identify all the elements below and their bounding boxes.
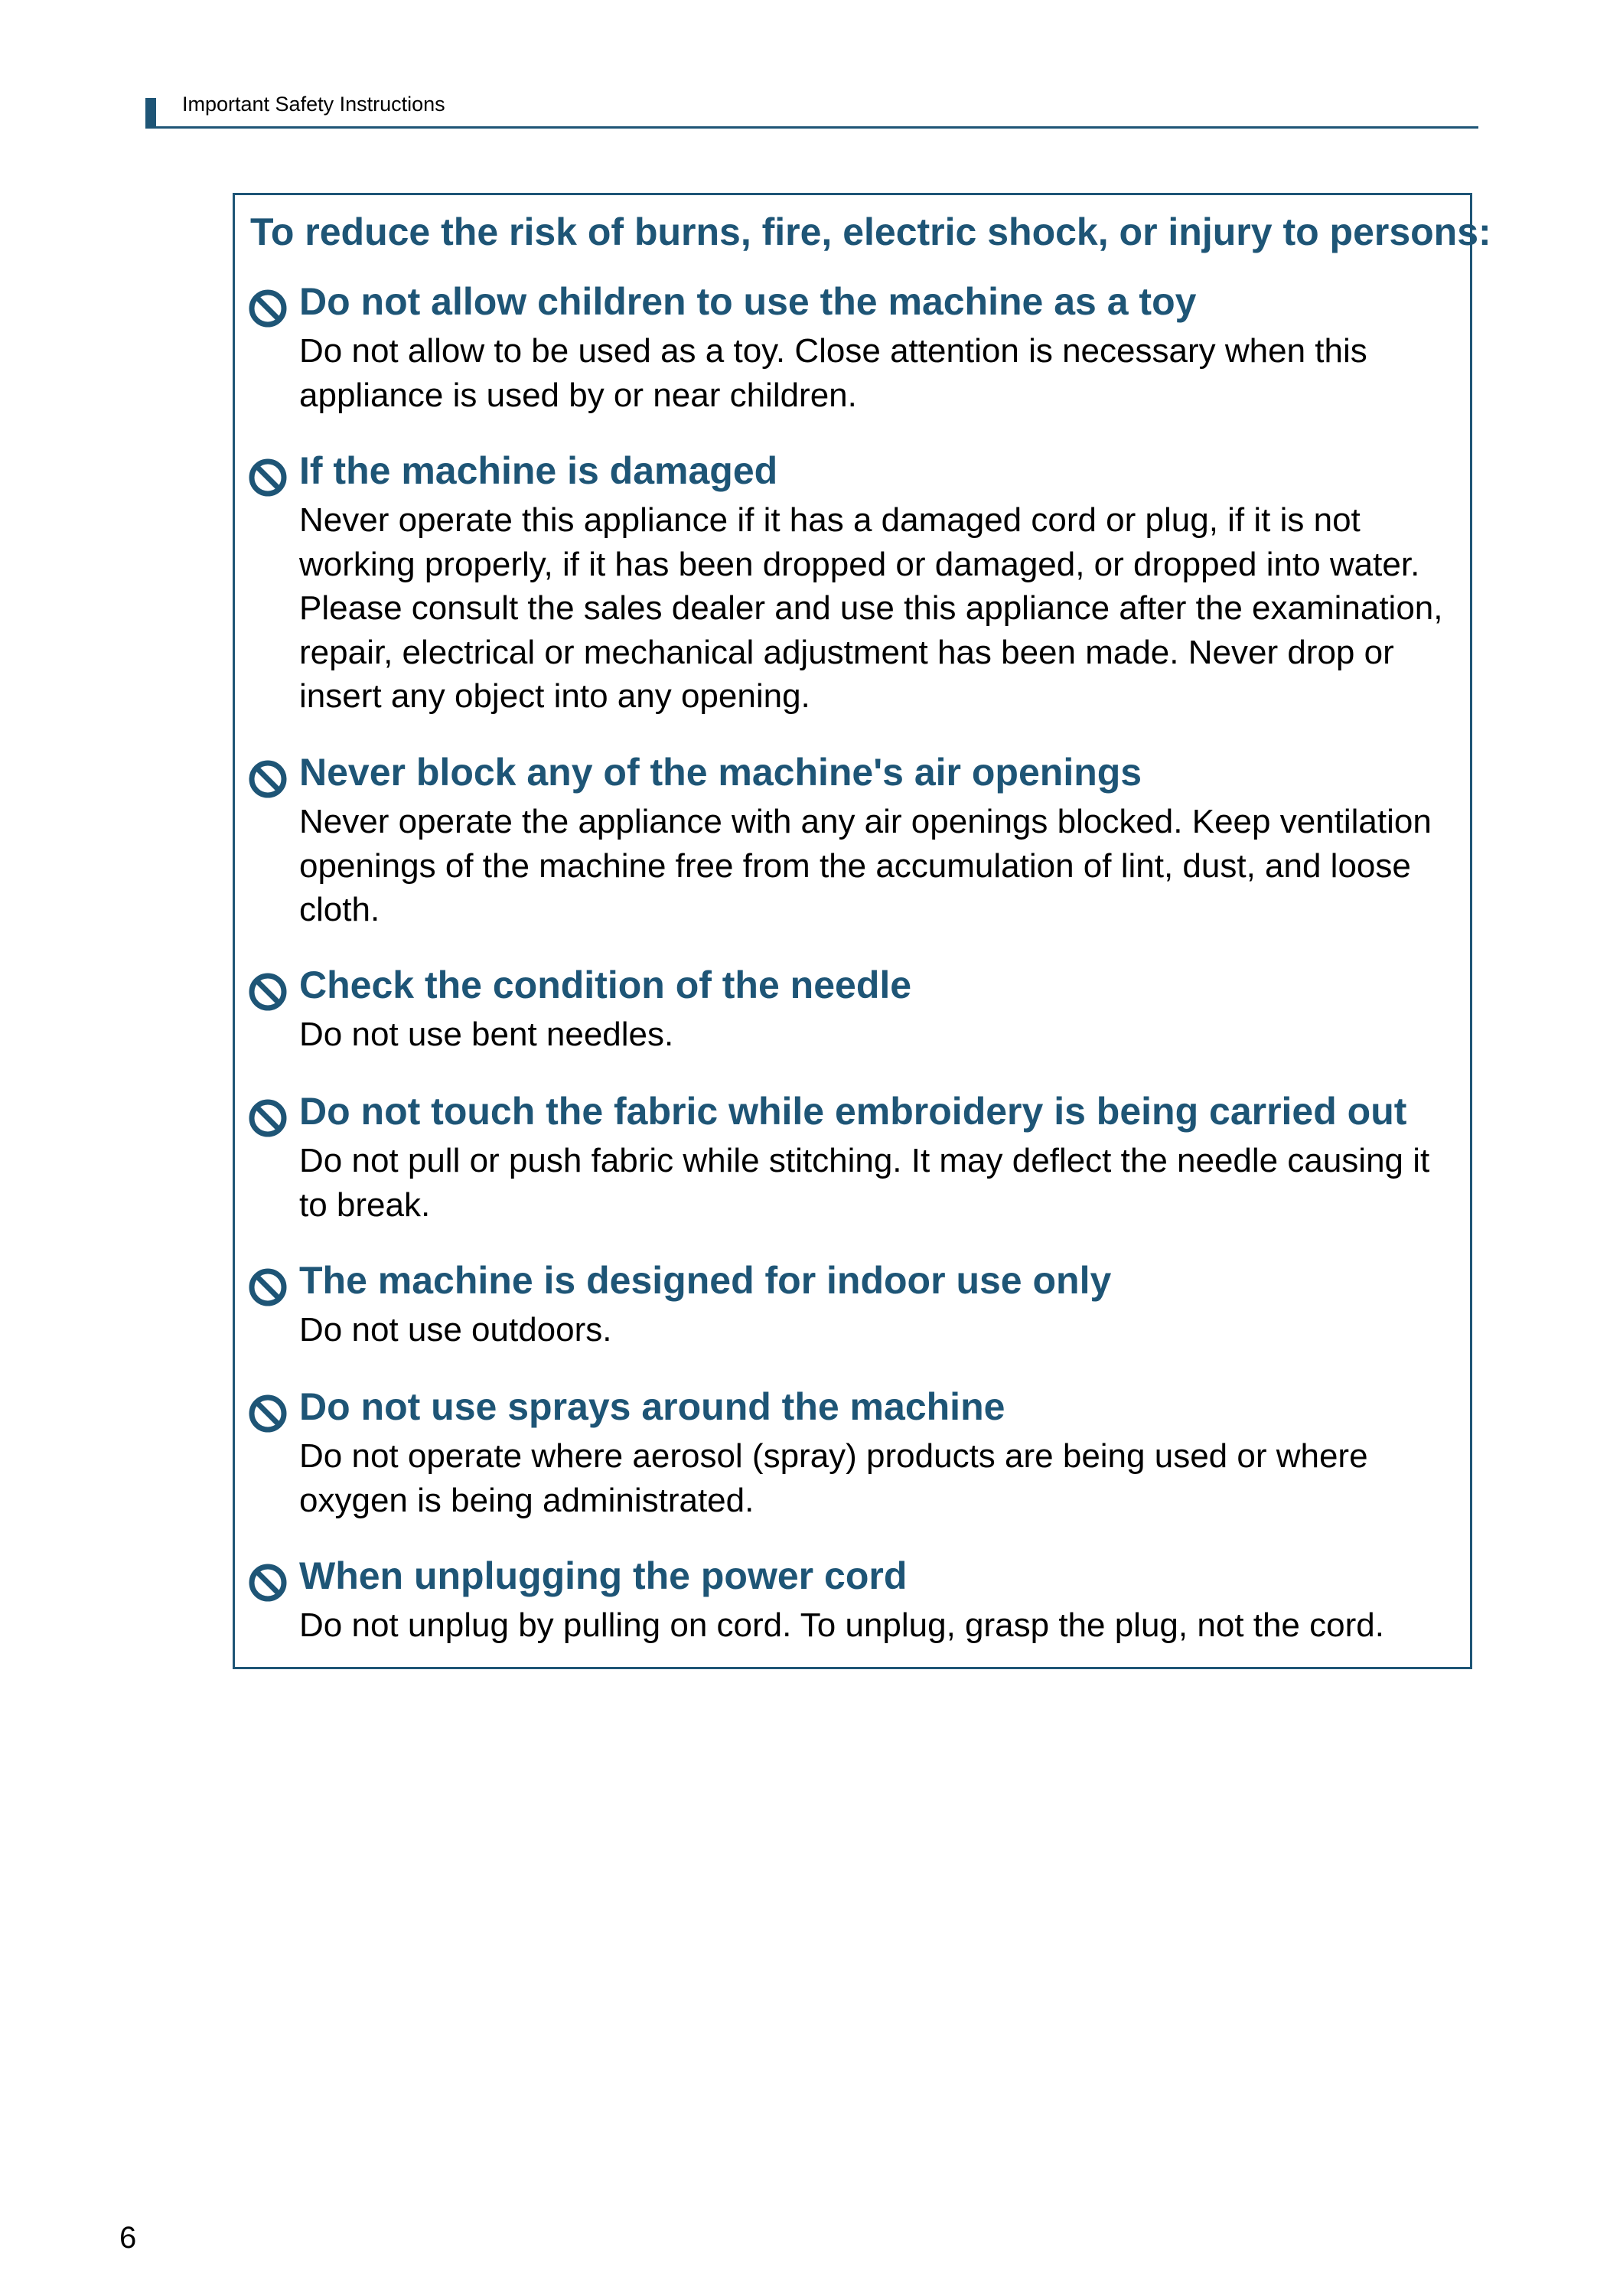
warning-item-title: Do not touch the fabric while embroidery is being carried out [299,1090,1407,1133]
prohibition-icon [249,289,287,328]
warning-item-body: Do not pull or push fabric while stitching. It may deflect the needle causing it to break. [299,1142,1430,1224]
warning-item-title: Do not allow children to use the machine as a toy [299,280,1197,323]
warning-item-body: Do not use bent needles. [299,1016,674,1053]
warning-item-title: The machine is designed for indoor use only [299,1259,1112,1302]
prohibition-icon [249,1394,287,1433]
page-number: 6 [119,2221,137,2255]
warning-item [249,1087,1465,1227]
prohibition-icon [249,1268,287,1306]
warning-box-title: To reduce the risk of burns, fire, electric shock, or injury to persons: [250,210,1491,253]
warning-item-body: Do not operate where aerosol (spray) products are being used or where oxygen is being administrated. [299,1437,1368,1519]
warning-item-title: If the machine is damaged [299,449,778,492]
header-section-title: Important Safety Instructions [182,93,445,116]
warning-item [249,1382,1465,1522]
header-accent-bar [145,98,156,129]
header-rule [145,126,1478,129]
warning-item [249,748,1465,932]
prohibition-icon [249,458,287,497]
prohibition-icon [249,973,287,1011]
warning-item [249,960,1465,1057]
prohibition-icon [249,760,287,798]
prohibition-icon [249,1099,287,1137]
page-header [145,83,1478,130]
warning-item-title: When unplugging the power cord [299,1554,908,1597]
safety-warning-box [233,193,1491,1669]
warning-item [249,446,1465,719]
warning-item-body: Do not allow to be used as a toy. Close attention is necessary when this appliance is used by or near children. [299,332,1367,414]
warning-item-title: Never block any of the machine's air openings [299,751,1142,794]
warning-item-body: Do not use outdoors. [299,1311,612,1349]
warning-item-title: Do not use sprays around the machine [299,1385,1005,1428]
warning-item-body: Never operate this appliance if it has a damaged cord or plug, if it is not working properly, if it has been dropped or damaged, or dropped into water. Please consult the sales dealer and use this appliance after the examination, repair, electrical or mechanical adjustment has been made. Never drop or insert any object into any opening. [299,501,1443,715]
warning-item [249,277,1465,417]
warning-item-body: Do not unplug by pulling on cord. To unplug, grasp the plug, not the cord. [299,1606,1384,1644]
prohibition-icon [249,1564,287,1602]
warning-item [249,1256,1465,1352]
warning-item [249,1551,1465,1648]
warning-item-body: Never operate the appliance with any air openings blocked. Keep ventilation openings of the machine free from the accumulation of lint, dust, and loose cloth. [299,803,1432,928]
warning-item-title: Check the condition of the needle [299,964,912,1006]
